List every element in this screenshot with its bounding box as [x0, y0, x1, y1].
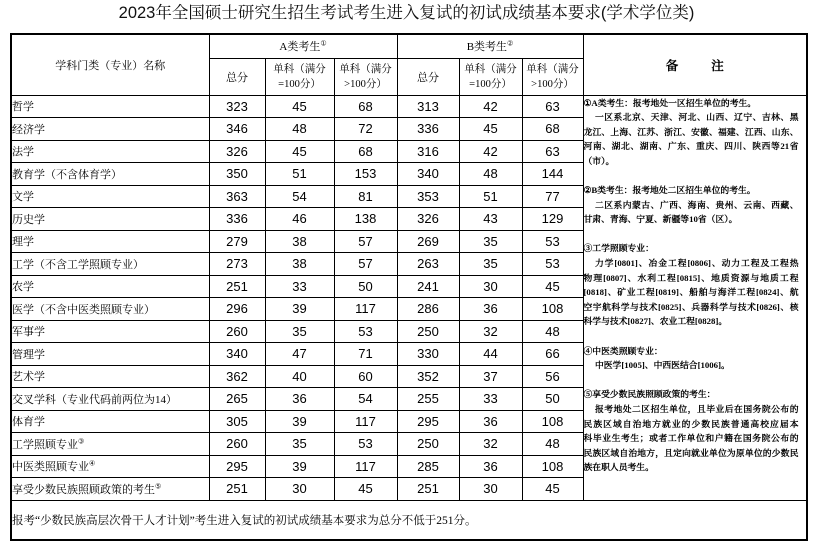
a-single-over-100-score-cell: 60: [334, 365, 397, 388]
b-single-100-score-cell: 51: [459, 185, 522, 208]
remark-line: 甘肃、青海、宁夏、新疆等10省（区）。: [583, 214, 738, 225]
a-total-score-cell: 260: [209, 320, 265, 343]
a-single-over-100-score-cell: 45: [334, 478, 397, 501]
footnote-marker: ③: [78, 437, 85, 446]
b-total-score-cell: 269: [397, 230, 459, 253]
subject-name-cell: [11, 433, 209, 456]
subject-name-cell: [11, 163, 209, 186]
a-total-score-cell: 260: [209, 433, 265, 456]
column-label: 单科（满分 =100分）: [273, 63, 326, 90]
b-single-over-100-score-cell: 45: [522, 478, 583, 501]
subject-name-cell: [11, 208, 209, 231]
a-single-100-header: [265, 58, 334, 95]
remark-line: 力学[0801]、冶金工程[0806]、动力工程及工程热: [594, 258, 799, 269]
b-single-100-score-cell: 42: [459, 140, 522, 163]
remark-line: 龙江、上海、江苏、浙江、安徽、福建、江西、山东、: [583, 126, 799, 137]
b-single-over-100-score-cell: 53: [522, 230, 583, 253]
column-label: 单科（满分 =100分）: [464, 63, 517, 90]
b-single-100-score-cell: 36: [459, 298, 522, 321]
group-b-header: [397, 34, 583, 58]
b-total-score-cell: 336: [397, 118, 459, 141]
b-single-over-100-score-cell: 68: [522, 118, 583, 141]
subject-name: 工学照顾专业: [12, 438, 78, 451]
b-total-score-cell: 255: [397, 388, 459, 411]
footnote-marker: ⑤: [155, 482, 162, 491]
remark-line: 二区系内蒙古、广西、海南、贵州、云南、西藏、: [594, 199, 799, 210]
subject-name: 交叉学科（专业代码前两位为14）: [12, 393, 177, 406]
a-total-score-cell: 279: [209, 230, 265, 253]
a-single-100-score-cell: 36: [265, 388, 334, 411]
subject-name: 艺术学: [12, 371, 45, 384]
subject-name-cell: [11, 478, 209, 501]
column-label: 单科（满分 >100分）: [339, 63, 392, 90]
a-single-100-score-cell: 54: [265, 185, 334, 208]
remark-section: [584, 96, 799, 169]
subject-name-cell: [11, 365, 209, 388]
header-row-groups: [11, 34, 807, 58]
a-single-over-100-score-cell: 57: [334, 253, 397, 276]
a-single-100-score-cell: 38: [265, 253, 334, 276]
remarks-header: [583, 34, 807, 95]
a-single-over-100-score-cell: 50: [334, 275, 397, 298]
remark-line: 族在职人员考生。: [583, 462, 654, 473]
b-single-100-score-cell: 44: [459, 343, 522, 366]
subject-name-cell: [11, 298, 209, 321]
a-total-score-cell: 296: [209, 298, 265, 321]
b-total-score-cell: 326: [397, 208, 459, 231]
table-footer: [11, 500, 807, 540]
subject-name: 法学: [12, 146, 34, 159]
remark-line: 民族区域自治地方，且定向就业单位为原单位的少数民: [583, 447, 799, 458]
remark-heading: ③工学照顾专业：: [583, 243, 654, 254]
subject-name-cell: [11, 185, 209, 208]
remark-line: 物理[0807]、水利工程[0815]、地质资源与地质工程: [583, 272, 799, 283]
group-a-header: [209, 34, 397, 58]
a-single-over-100-score-cell: 72: [334, 118, 397, 141]
b-single-over-100-score-cell: 144: [522, 163, 583, 186]
remark-heading: ⑤享受少数民族照顾政策的考生：: [583, 389, 716, 400]
a-total-score-cell: 265: [209, 388, 265, 411]
b-single-100-score-cell: 48: [459, 163, 522, 186]
subject-name-cell: [11, 455, 209, 478]
b-single-100-score-cell: 37: [459, 365, 522, 388]
b-single-100-score-cell: 33: [459, 388, 522, 411]
a-single-100-score-cell: 30: [265, 478, 334, 501]
page-title: 2023年全国硕士研究生招生考试考生进入复试的初试成绩基本要求(学术学位类): [118, 4, 695, 22]
a-single-100-score-cell: 35: [265, 433, 334, 456]
subject-name: 理学: [12, 236, 34, 249]
b-single-over-100-score-cell: 77: [522, 185, 583, 208]
a-single-100-score-cell: 39: [265, 410, 334, 433]
a-total-score-cell: 326: [209, 140, 265, 163]
subject-name: 管理学: [12, 348, 45, 361]
remark-line: 中医学[1005]、中西医结合[1006]。: [594, 360, 730, 371]
a-single-over-100-score-cell: 138: [334, 208, 397, 231]
b-total-score-cell: 250: [397, 320, 459, 343]
remarks-content: [584, 96, 799, 475]
remark-line: 河南、湖北、湖南、广东、重庆、四川、陕西等21省: [583, 141, 799, 152]
b-single-over-100-score-cell: 108: [522, 410, 583, 433]
b-single-over-100-score-cell: 108: [522, 455, 583, 478]
a-total-header: [209, 58, 265, 95]
subject-column-header: [11, 34, 209, 95]
b-single-over-100-score-cell: 48: [522, 320, 583, 343]
footer-row: [11, 500, 807, 540]
a-single-100-score-cell: 38: [265, 230, 334, 253]
subject-name-cell: [11, 118, 209, 141]
b-total-score-cell: 285: [397, 455, 459, 478]
footer-note: 报考“少数民族高层次骨干人才计划”考生进入复试的初试成绩基本要求为总分不低于251分。: [11, 500, 807, 540]
b-total-header: [397, 58, 459, 95]
b-single-100-score-cell: 36: [459, 410, 522, 433]
b-total-score-cell: 340: [397, 163, 459, 186]
remark-section: [584, 344, 799, 373]
b-total-score-cell: 313: [397, 95, 459, 118]
b-total-score-cell: 251: [397, 478, 459, 501]
a-single-100-score-cell: 39: [265, 455, 334, 478]
a-total-score-cell: 362: [209, 365, 265, 388]
b-total-score-cell: 316: [397, 140, 459, 163]
b-total-score-cell: 250: [397, 433, 459, 456]
subject-name: 享受少数民族照顾政策的考生: [12, 483, 155, 496]
subject-name-cell: [11, 275, 209, 298]
subject-name: 历史学: [12, 213, 45, 226]
a-single-over-100-score-cell: 68: [334, 95, 397, 118]
subject-name-cell: [11, 343, 209, 366]
a-single-100-score-cell: 39: [265, 298, 334, 321]
b-single-100-score-cell: 36: [459, 455, 522, 478]
a-single-over-100-score-cell: 81: [334, 185, 397, 208]
b-total-score-cell: 263: [397, 253, 459, 276]
a-total-score-cell: 295: [209, 455, 265, 478]
b-single-100-score-cell: 42: [459, 95, 522, 118]
a-single-100-score-cell: 47: [265, 343, 334, 366]
a-single-over-100-score-cell: 68: [334, 140, 397, 163]
remark-section: [584, 387, 799, 475]
subject-name: 哲学: [12, 101, 34, 114]
remark-heading: ①A类考生：报考地处一区招生单位的考生。: [583, 97, 757, 108]
b-single-100-score-cell: 35: [459, 230, 522, 253]
b-single-over-100-score-cell: 63: [522, 140, 583, 163]
a-total-score-cell: 251: [209, 478, 265, 501]
subject-name-cell: [11, 320, 209, 343]
remark-line: 科学与技术[0827]、农业工程[0828]。: [583, 316, 728, 327]
subject-name-cell: [11, 230, 209, 253]
remark-line: 民族区域自治地方就业的少数民族普通高校应届本: [583, 418, 799, 429]
a-total-score-cell: 273: [209, 253, 265, 276]
remark-line: （市）。: [583, 155, 615, 166]
b-single-100-score-cell: 32: [459, 320, 522, 343]
a-single-100-score-cell: 40: [265, 365, 334, 388]
b-single-100-score-cell: 32: [459, 433, 522, 456]
b-single-over-100-score-cell: 48: [522, 433, 583, 456]
subject-name: 中医类照顾专业: [12, 461, 89, 474]
remark-line: 空宇航科学与技术[0825]、兵器科学与技术[0826]、核: [583, 301, 799, 312]
b-single-100-score-cell: 45: [459, 118, 522, 141]
subject-name: 农学: [12, 281, 34, 294]
a-total-score-cell: 251: [209, 275, 265, 298]
b-single-over-100-score-cell: 66: [522, 343, 583, 366]
a-total-score-cell: 323: [209, 95, 265, 118]
a-single-100-score-cell: 46: [265, 208, 334, 231]
a-total-score-cell: 305: [209, 410, 265, 433]
footnote-marker: ②: [507, 39, 514, 48]
remark-section: [584, 183, 799, 227]
a-single-over-100-score-cell: 53: [334, 320, 397, 343]
b-single-over-100-score-cell: 129: [522, 208, 583, 231]
remark-heading: ④中医类照顾专业：: [583, 345, 663, 356]
column-label: 总分: [417, 71, 439, 84]
table-body: [11, 95, 807, 500]
a-total-score-cell: 363: [209, 185, 265, 208]
remark-section: [584, 241, 799, 329]
remark-line: 科毕业生考生；或者工作单位和户籍在国务院公布的: [583, 433, 799, 444]
table-header: [11, 34, 807, 95]
b-single-over-100-score-cell: 45: [522, 275, 583, 298]
footnote-marker: ④: [89, 459, 96, 468]
a-single-100-score-cell: 45: [265, 95, 334, 118]
b-single-100-score-cell: 30: [459, 275, 522, 298]
a-single-100-score-cell: 33: [265, 275, 334, 298]
b-total-score-cell: 286: [397, 298, 459, 321]
a-single-over-100-score-cell: 117: [334, 410, 397, 433]
b-single-100-score-cell: 43: [459, 208, 522, 231]
table-row: [11, 95, 807, 118]
subject-name-cell: [11, 253, 209, 276]
a-single-over-100-header: [334, 58, 397, 95]
a-single-over-100-score-cell: 117: [334, 298, 397, 321]
subject-name: 教育学（不含体育学）: [12, 168, 122, 181]
a-total-score-cell: 336: [209, 208, 265, 231]
subject-name: 工学（不含工学照顾专业）: [12, 258, 144, 271]
b-single-100-score-cell: 30: [459, 478, 522, 501]
footnote-marker: ①: [320, 39, 327, 48]
b-single-over-100-score-cell: 50: [522, 388, 583, 411]
subject-name: 医学（不含中医类照顾专业）: [12, 303, 155, 316]
b-total-score-cell: 330: [397, 343, 459, 366]
group-a-label: A类考生: [279, 41, 321, 54]
remark-heading: ②B类考生：报考地处二区招生单位的考生。: [583, 185, 756, 196]
a-total-score-cell: 350: [209, 163, 265, 186]
remark-line: [0818]、矿业工程[0819]、船舶与海洋工程[0824]、航: [583, 287, 799, 298]
a-single-100-score-cell: 48: [265, 118, 334, 141]
a-single-100-score-cell: 35: [265, 320, 334, 343]
remarks-cell: [583, 95, 807, 500]
subject-name-cell: [11, 410, 209, 433]
a-single-over-100-score-cell: 54: [334, 388, 397, 411]
b-single-over-100-header: [522, 58, 583, 95]
subject-name: 经济学: [12, 123, 45, 136]
subject-name-cell: [11, 140, 209, 163]
subject-name: 体育学: [12, 416, 45, 429]
b-total-score-cell: 353: [397, 185, 459, 208]
column-label: 单科（满分 >100分）: [526, 63, 579, 90]
a-single-over-100-score-cell: 57: [334, 230, 397, 253]
b-single-100-score-cell: 35: [459, 253, 522, 276]
score-requirements-table: [10, 33, 808, 541]
b-total-score-cell: 241: [397, 275, 459, 298]
subject-name: 文学: [12, 191, 34, 204]
remark-line: 一区系北京、天津、河北、山西、辽宁、吉林、黑: [594, 112, 799, 123]
remark-line: 报考地处二区招生单位，且毕业后在国务院公布的: [594, 403, 799, 414]
b-total-score-cell: 295: [397, 410, 459, 433]
b-single-over-100-score-cell: 53: [522, 253, 583, 276]
b-single-over-100-score-cell: 56: [522, 365, 583, 388]
subject-name: 军事学: [12, 326, 45, 339]
a-single-over-100-score-cell: 71: [334, 343, 397, 366]
a-total-score-cell: 346: [209, 118, 265, 141]
subject-name-cell: [11, 388, 209, 411]
b-total-score-cell: 352: [397, 365, 459, 388]
a-single-over-100-score-cell: 53: [334, 433, 397, 456]
b-single-100-header: [459, 58, 522, 95]
a-total-score-cell: 340: [209, 343, 265, 366]
group-b-label: B类考生: [466, 41, 508, 54]
a-single-100-score-cell: 51: [265, 163, 334, 186]
b-single-over-100-score-cell: 63: [522, 95, 583, 118]
a-single-over-100-score-cell: 153: [334, 163, 397, 186]
remarks-header-label: 备注: [665, 58, 757, 73]
a-single-over-100-score-cell: 117: [334, 455, 397, 478]
subject-column-header-label: 学科门类（专业）名称: [55, 59, 166, 72]
subject-name-cell: [11, 95, 209, 118]
b-single-over-100-score-cell: 108: [522, 298, 583, 321]
a-single-100-score-cell: 45: [265, 140, 334, 163]
column-label: 总分: [226, 71, 248, 84]
